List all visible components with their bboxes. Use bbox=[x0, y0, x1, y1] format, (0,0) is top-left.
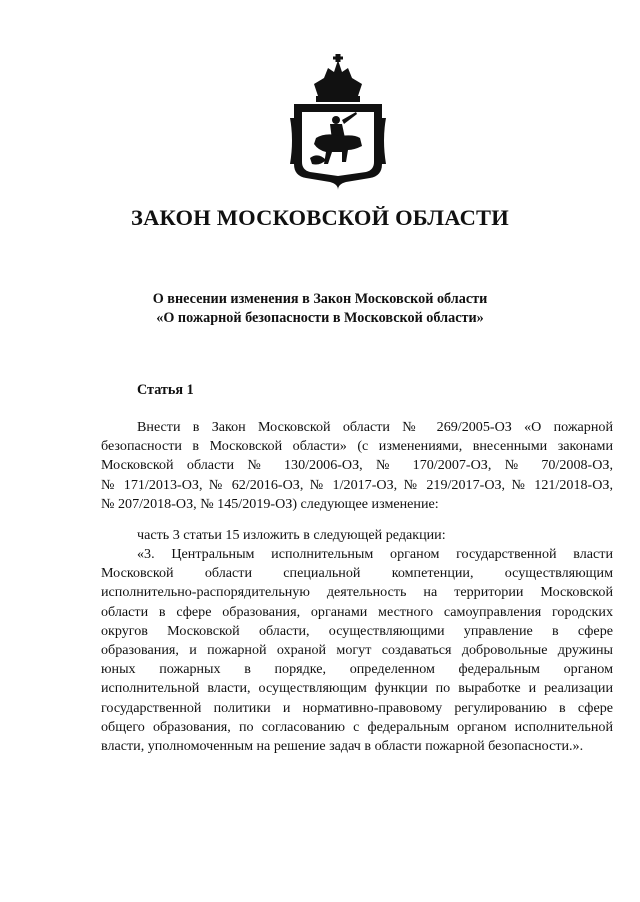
document-title: ЗАКОН МОСКОВСКОЙ ОБЛАСТИ bbox=[131, 205, 509, 230]
paragraph-line: области в сфере образования, органами местного самоуправления городских bbox=[101, 603, 613, 620]
paragraph-line: власти, уполномоченным на решение задач в области пожарной безопасности.». bbox=[101, 738, 584, 755]
paragraph-1 bbox=[101, 418, 613, 514]
paragraph-line: № 171/2013-ОЗ, № 62/2016-ОЗ, № 1/2017-ОЗ, № 219/2017-ОЗ, № 121/2018-ОЗ, bbox=[101, 476, 613, 493]
paragraph-line: общего образования, по согласованию с федеральным органом исполнительной bbox=[101, 718, 613, 735]
moscow-oblast-coat-of-arms-icon bbox=[290, 54, 386, 190]
paragraph-line: Московской области специальной компетенции, осуществляющим bbox=[101, 565, 613, 582]
subtitle-line: О внесении изменения в Закон Московской области bbox=[152, 291, 488, 307]
paragraph-line: округов Московской области, осуществляющими управление в сфере bbox=[101, 622, 613, 639]
paragraph-line: Московской области № 130/2006-ОЗ, № 170/2007-ОЗ, № 70/2008-ОЗ, bbox=[101, 457, 613, 474]
paragraph-line: № 207/2018-ОЗ, № 145/2019-ОЗ) следующее изменение: bbox=[101, 495, 439, 512]
paragraph-3-amendment bbox=[101, 545, 613, 756]
document-subtitle bbox=[0, 290, 640, 328]
paragraph-line: исполнительной власти, осуществляющим функции по выработке и реализации bbox=[101, 680, 613, 697]
paragraph-line: юных пожарных в порядке, определенном федеральным органом bbox=[101, 661, 613, 678]
paragraph-line: исполнительно-распорядительную деятельность на территории Московской bbox=[101, 584, 613, 601]
article-heading: Статья 1 bbox=[137, 382, 194, 398]
paragraph-line: «3. Центральным исполнительным органом государственной власти bbox=[137, 546, 613, 562]
paragraph-2 bbox=[101, 526, 613, 545]
paragraph-line: безопасности в Московской области» (с изменениями, внесенными законами bbox=[101, 438, 613, 455]
paragraph-line: часть 3 статьи 15 изложить в следующей редакции: bbox=[137, 527, 446, 543]
subtitle-line: «О пожарной безопасности в Московской области» bbox=[156, 310, 484, 326]
paragraph-line: образования, и пожарной охраной могут создаваться добровольные дружины bbox=[101, 642, 613, 659]
paragraph-line: Внести в Закон Московской области № 269/2005-ОЗ «О пожарной bbox=[137, 419, 613, 435]
paragraph-line: государственной политики и нормативно-правовому регулированию в сфере bbox=[101, 699, 613, 716]
